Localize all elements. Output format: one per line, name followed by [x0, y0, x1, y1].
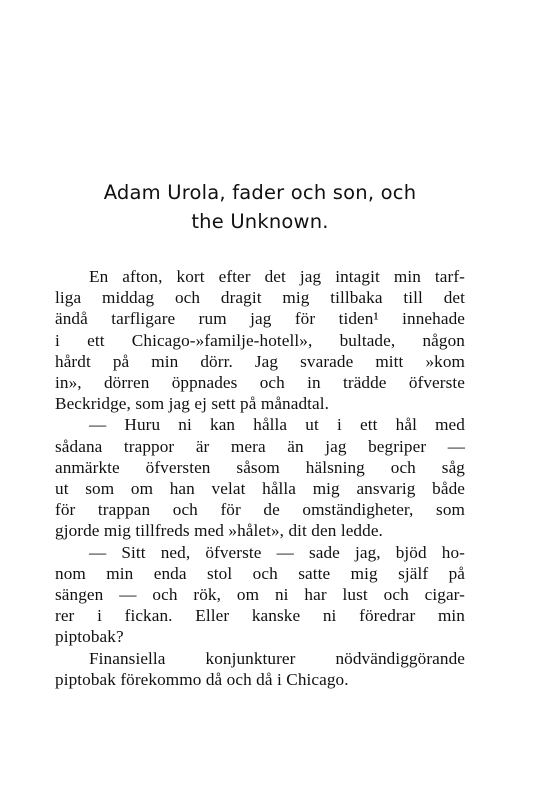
text-line: Beckridge, som jag ej sett på månadtal.: [55, 394, 330, 414]
text-line: gjorde mig tillfreds med »hålet», dit den ledde.: [55, 521, 383, 541]
text-line: ändå tarfligare rum jag för tiden¹ innehade: [55, 309, 465, 329]
text-line: i ett Chicago-»familje-hotell», bultade, någon: [55, 330, 465, 350]
text-line: Finansiella konjunkturer nödvändiggörande: [89, 648, 465, 668]
text-line: piptobak?: [55, 627, 124, 647]
text-line: anmärkte öfversten såsom hälsning och såg: [55, 457, 465, 477]
text-line: sådana trappor är mera än jag begriper —: [55, 436, 465, 456]
text-line: piptobak förekommo då och då i Chicago.: [55, 669, 349, 689]
book-page: [55, 178, 465, 690]
text-line: för trappan och för de omständigheter, som: [55, 500, 465, 520]
chapter-title-line-2: the Unknown.: [191, 210, 329, 233]
text-line: — Huru ni kan hålla ut i ett hål med: [89, 415, 465, 435]
text-line: ut som om han velat hålla mig ansvarig både: [55, 479, 465, 499]
text-line: — Sitt ned, öfverste — sade jag, bjöd ho-: [89, 542, 465, 562]
text-line: En afton, kort efter det jag intagit min tarf-: [89, 267, 465, 286]
text-line: sängen — och rök, om ni har lust och cigar-: [55, 585, 465, 605]
text-line: in», dörren öppnades och in trädde öfverste: [55, 373, 465, 393]
chapter-title-line-1: Adam Urola, fader och son, och: [103, 181, 417, 204]
text-line: nom min enda stol och satte mig själf på: [55, 563, 465, 583]
text-line: hårdt på min dörr. Jag svarade mitt »kom: [55, 351, 465, 371]
text-line: liga middag och dragit mig tillbaka till det: [55, 288, 465, 308]
chapter-title: [55, 178, 465, 236]
text-line: rer i fickan. Eller kanske ni föredrar min: [55, 606, 465, 626]
body-text: [55, 266, 465, 690]
